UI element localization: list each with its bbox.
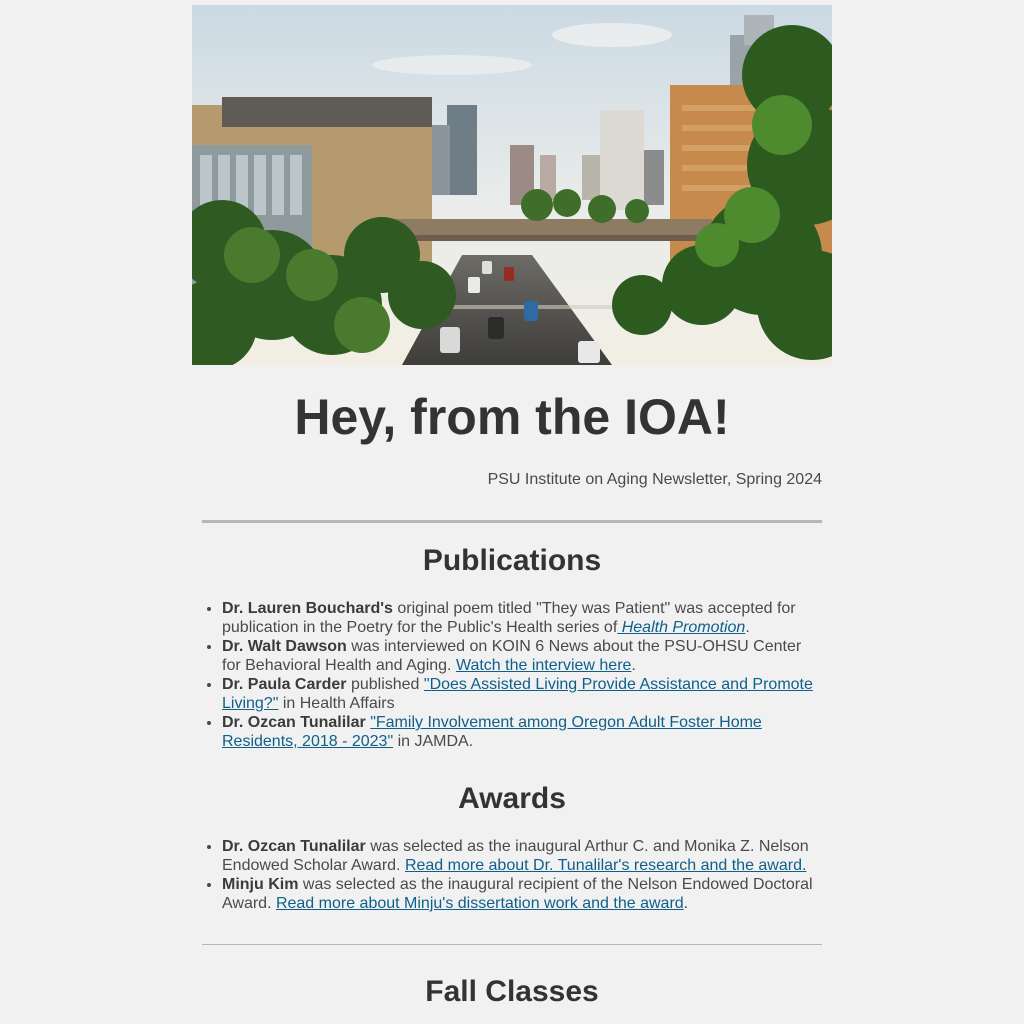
section-heading-awards: Awards	[458, 782, 566, 815]
family-involvement-article-link[interactable]: "Family Involvement among Oregon Adult Foster Home Residents, 2018 - 2023"	[222, 714, 762, 750]
list-item: • Dr. Lauren Bouchard's original poem titled "They was Patient" was accepted for publication in the Poetry for the Public's Health series of Health Promotion.	[222, 599, 822, 637]
list-item: • Dr. Ozcan Tunalilar "Family Involvement among Oregon Adult Foster Home Residents, 2018 - 2023" in JAMDA.	[222, 713, 822, 751]
watch-interview-link[interactable]: Watch the interview here	[455, 657, 632, 674]
health-promotion-link[interactable]: Health Promotion	[617, 619, 746, 636]
list-item: • Dr. Walt Dawson was interviewed on KOIN 6 News about the PSU-OHSU Center for Behavioral Health and Aging. Watch the interview here.	[222, 637, 822, 675]
hero-image	[192, 5, 832, 365]
divider	[202, 944, 822, 945]
assisted-living-article-link[interactable]: "Does Assisted Living Provide Assistance and Promote Living?"	[222, 676, 813, 712]
recipient-name: Minju Kim	[222, 876, 299, 893]
list-item: • Minju Kim was selected as the inaugural recipient of the Nelson Endowed Doctoral Award. Read more about Minju's dissertation work and the award.	[222, 875, 822, 913]
divider	[202, 520, 822, 523]
page-title: Hey, from the IOA!	[294, 389, 730, 445]
list-item: • Dr. Paula Carder published "Does Assisted Living Provide Assistance and Promote Living?" in Health Affairs	[222, 675, 822, 713]
author-name: Dr. Walt Dawson	[222, 638, 347, 655]
minju-award-link[interactable]: Read more about Minju's dissertation work and the award	[275, 895, 684, 912]
section-heading-fall-classes: Fall Classes	[425, 975, 599, 1008]
awards-list	[192, 837, 832, 913]
recipient-name: Dr. Ozcan Tunalilar	[222, 838, 366, 855]
publications-list	[192, 599, 832, 751]
newsletter	[192, 0, 832, 1010]
newsletter-subtitle: PSU Institute on Aging Newsletter, Spring 2024	[487, 471, 822, 488]
author-name: Dr. Lauren Bouchard's	[222, 600, 393, 617]
author-name: Dr. Paula Carder	[222, 676, 347, 693]
section-heading-publications: Publications	[422, 544, 602, 577]
tunalilar-award-link[interactable]: Read more about Dr. Tunalilar's research and the award.	[404, 857, 807, 874]
author-name: Dr. Ozcan Tunalilar	[222, 714, 366, 731]
list-item: • Dr. Ozcan Tunalilar was selected as the inaugural Arthur C. and Monika Z. Nelson Endowed Scholar Award. Read more about Dr. Tunalilar's research and the award.	[222, 837, 822, 875]
